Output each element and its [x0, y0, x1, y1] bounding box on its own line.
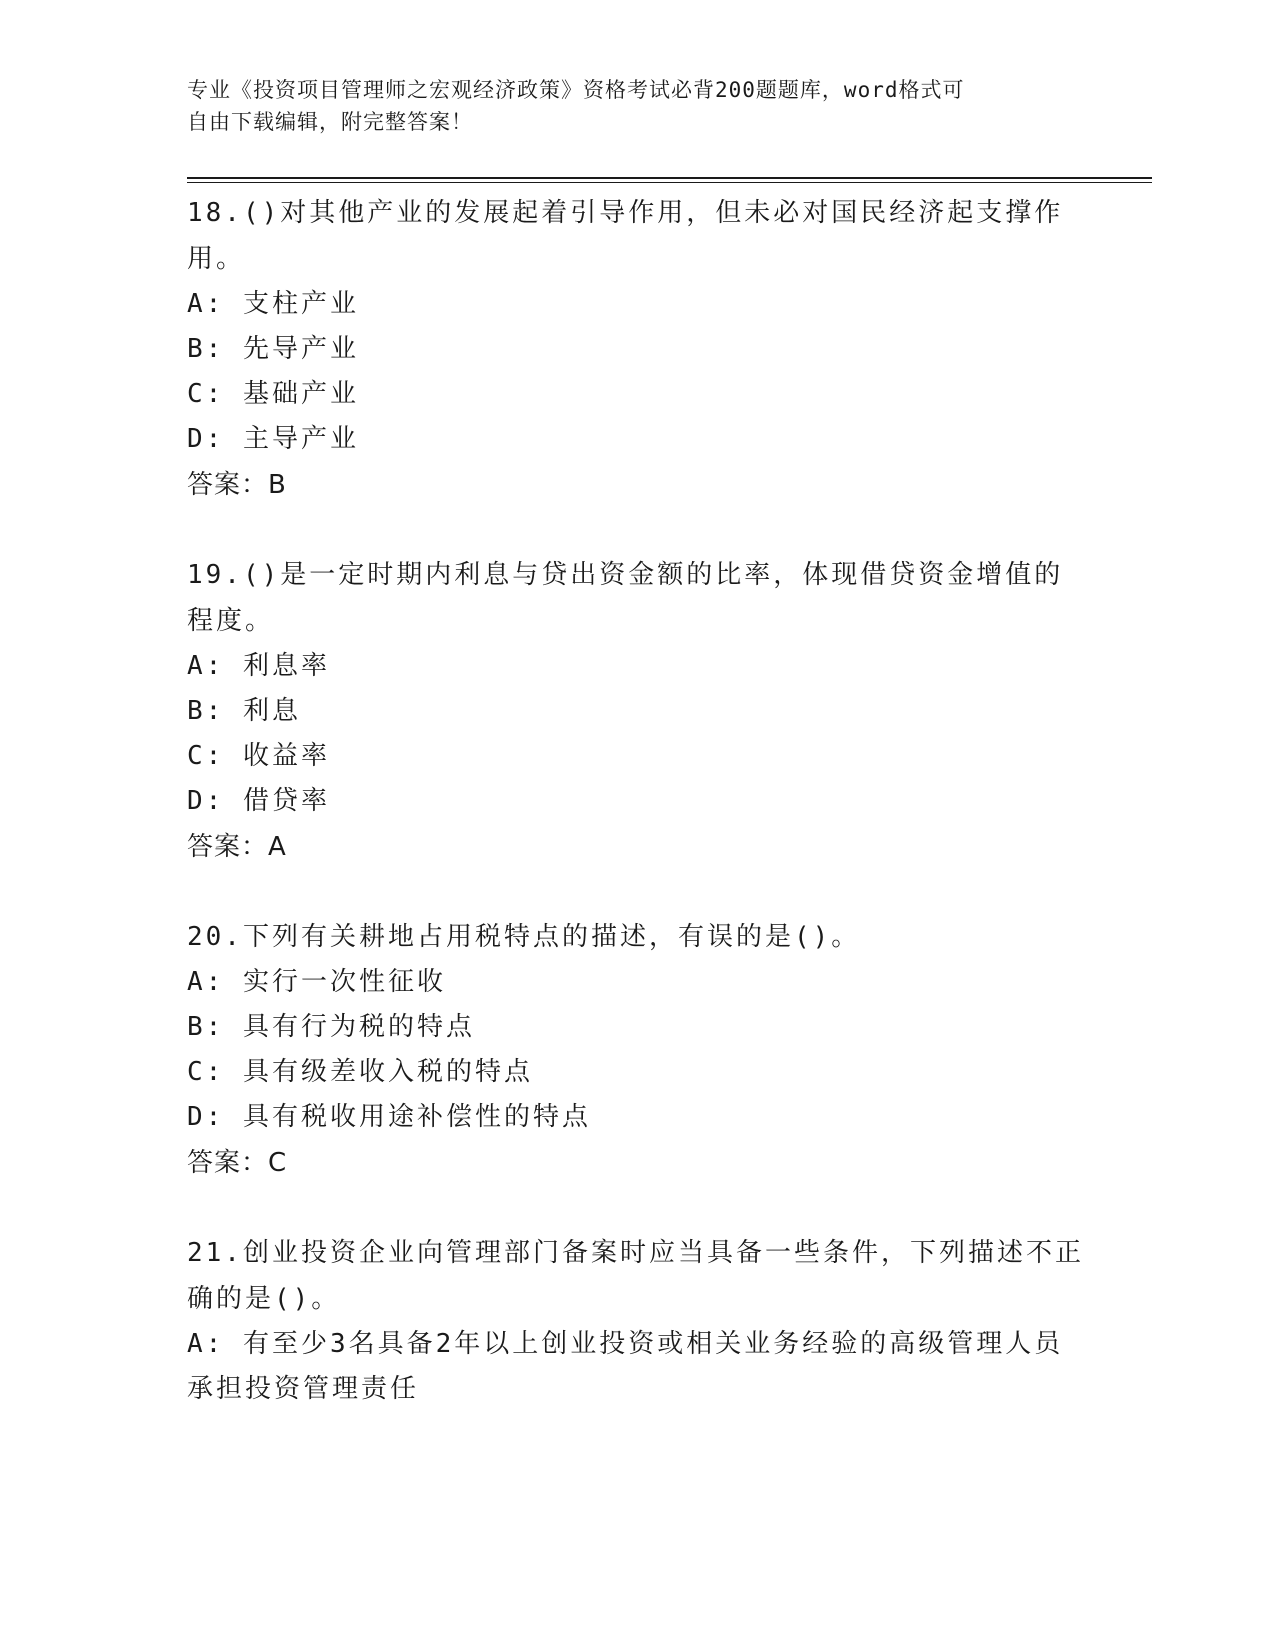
- answer-text: 答案：A: [187, 832, 287, 862]
- question-stem: 20.下列有关耕地占用税特点的描述，有误的是()。: [187, 922, 861, 952]
- document-header: [187, 74, 1087, 138]
- option-b: B: 先导产业: [187, 334, 359, 364]
- question-stem: 18.()对其他产业的发展起着引导作用，但未必对国民经济起支撑作用。: [187, 198, 1064, 274]
- option-a: A: 利息率: [187, 651, 330, 681]
- question-stem: 19.()是一定时期内利息与贷出资金额的比率，体现借贷资金增值的程度。: [187, 560, 1064, 636]
- option-a: A: 支柱产业: [187, 289, 359, 319]
- header-divider: [187, 177, 1152, 183]
- question-20: [187, 914, 1087, 1186]
- option-a: A: 有至少3名具备2年以上创业投资或相关业务经验的高级管理人员承担投资管理责任: [187, 1329, 1064, 1404]
- option-d: D: 主导产业: [187, 424, 359, 454]
- answer-text: 答案：B: [187, 470, 287, 500]
- option-b: B: 具有行为税的特点: [187, 1012, 475, 1042]
- question-list: [187, 190, 1087, 1456]
- option-d: D: 借贷率: [187, 786, 330, 816]
- question-19: [187, 552, 1087, 870]
- option-c: C: 基础产业: [187, 379, 359, 409]
- option-c: C: 收益率: [187, 741, 330, 771]
- option-d: D: 具有税收用途补偿性的特点: [187, 1102, 591, 1132]
- header-line-1: 专业《投资项目管理师之宏观经济政策》资格考试必背200题题库，word格式可: [187, 78, 965, 102]
- option-b: B: 利息: [187, 696, 301, 726]
- question-stem: 21.创业投资企业向管理部门备案时应当具备一些条件，下列描述不正确的是()。: [187, 1238, 1084, 1314]
- question-21: [187, 1230, 1087, 1412]
- question-18: [187, 190, 1087, 508]
- option-c: C: 具有级差收入税的特点: [187, 1057, 533, 1087]
- header-line-2: 自由下载编辑，附完整答案！: [187, 110, 473, 134]
- answer-text: 答案：C: [187, 1148, 288, 1178]
- option-a: A: 实行一次性征收: [187, 967, 446, 997]
